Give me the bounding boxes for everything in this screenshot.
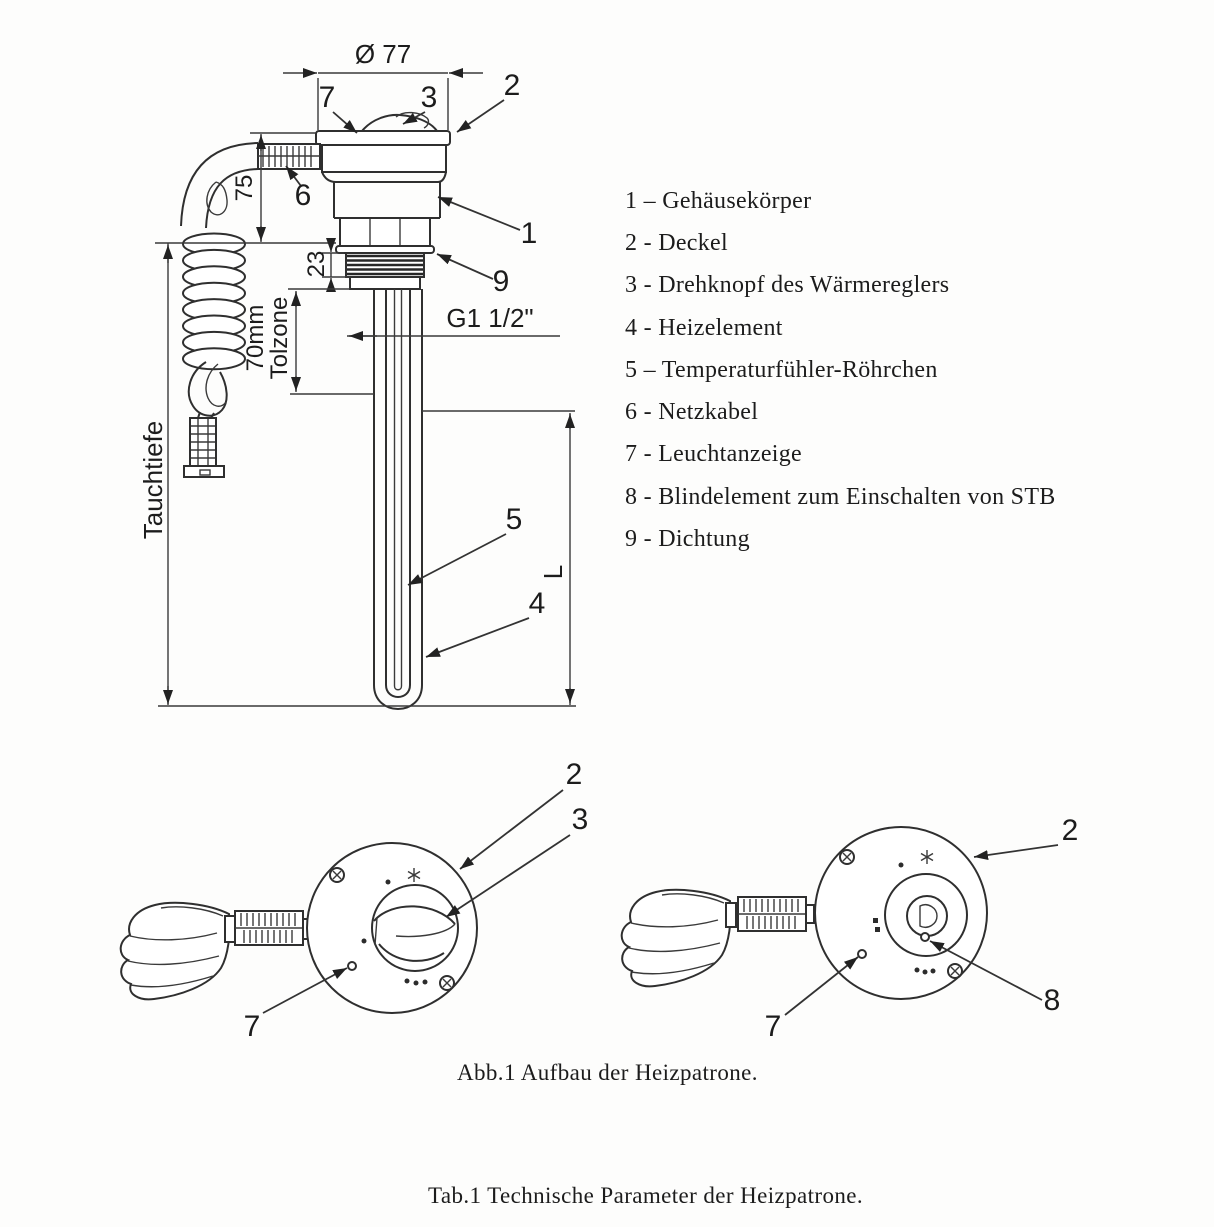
callout-3: 3 [571,803,589,836]
figure-caption: Abb.1 Aufbau der Heizpatrone. [457,1060,758,1085]
dim-element-length-label: L [538,564,568,580]
thread-section [346,253,424,277]
callout-7: 7 [764,1010,782,1043]
euro-plug-front [622,890,731,986]
callout-2: 2 [1061,814,1079,847]
front-view-with-knob [121,758,589,1043]
legend-item-6: 6 - Netzkabel [625,399,759,426]
callout-9: 9 [492,265,510,298]
legend-item-8: 8 - Blindelement zum Einschalten von STB [625,483,1056,510]
callout-7: 7 [243,1010,261,1043]
heating-element-tube [374,289,422,709]
legend-item-7: 7 - Leuchtanzeige [625,441,803,468]
euro-plug-side [184,418,224,477]
table-caption: Tab.1 Technische Parameter der Heizpatrone. [428,1183,864,1208]
legend-item-1: 1 – Gehäusekörper [625,187,812,214]
callout-2: 2 [565,758,583,791]
callout-6: 6 [294,179,312,212]
callout-7: 7 [318,81,336,114]
legend-item-3: 3 - Drehknopf des Wärmereglers [625,272,950,299]
callout-2: 2 [503,69,521,102]
callout-8: 8 [1043,984,1061,1017]
front-view-stb [622,814,1079,1043]
coiled-cord [183,234,245,370]
cable-gland [258,144,320,169]
strain-relief [738,897,806,931]
stb-blind-element [921,933,929,941]
callout-5: 5 [505,503,523,536]
callout-4: 4 [528,587,546,620]
dim-thread-length-label: 23 [303,250,330,278]
dim-immersion-depth-label: Tauchtiefe [138,420,168,540]
callout-leaders [286,100,529,657]
legend-item-5: 5 – Temperaturfühler-Röhrchen [625,356,938,383]
strain-relief [235,911,303,945]
dim-dead-zone-label: Tolzone [266,296,293,380]
dim-thread-size-label: G1 1/2" [446,303,534,333]
legend-item-2: 2 - Deckel [625,229,728,256]
legend-item-9: 9 - Dichtung [625,526,750,553]
legend-item-4: 4 - Heizelement [625,314,783,341]
dim-dead-zone-value: 70mm [242,304,269,372]
housing-head [258,113,450,289]
parts-legend [625,180,1095,561]
dim-diameter-label: Ø 77 [354,39,412,69]
main-side-view [138,39,576,709]
callout-3: 3 [420,81,438,114]
dim-head-height-label: 75 [231,174,258,202]
callout-1: 1 [520,217,538,250]
cord-loop [189,362,227,418]
euro-plug-front [121,903,230,999]
